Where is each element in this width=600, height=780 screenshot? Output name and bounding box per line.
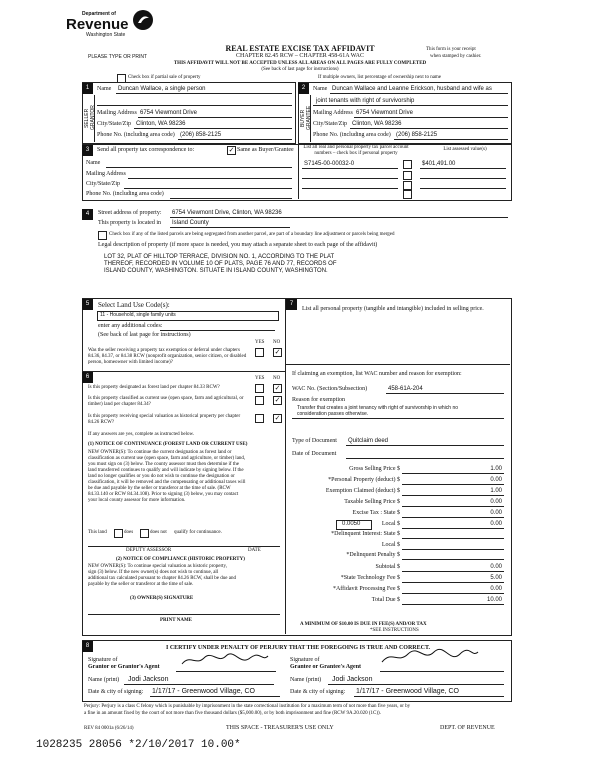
qualify-label: qualify for continuance.: [174, 530, 222, 535]
grantor-sig-label-1: Signature of: [88, 657, 118, 663]
grantor-sig-label-2: Grantor or Grantor's Agent: [88, 664, 160, 670]
does-checkbox[interactable]: [114, 529, 123, 538]
owner-signature-label: (3) OWNER(S) SIGNATURE: [130, 596, 194, 601]
buyer-side-label: BUYER GRANTEE: [300, 105, 312, 131]
fee-row-value[interactable]: 1.00: [490, 466, 502, 472]
notice1-line: classification, it will be removed and the compensating or additional taxes will: [88, 480, 246, 485]
does-label: does: [124, 530, 134, 535]
s6-if-yes: If any answers are yes, complete as instructed below.: [88, 432, 195, 437]
s6-q2-no[interactable]: ✓: [274, 396, 281, 404]
buyer-name-2[interactable]: joint tenants with right of survivorship: [316, 98, 415, 104]
street-label: Street address of property:: [98, 210, 162, 216]
notice2-title: (2) NOTICE OF COMPLIANCE (HISTORIC PROPERTY): [116, 557, 245, 562]
does-not-checkbox[interactable]: [140, 529, 149, 538]
grantee-signature[interactable]: [380, 648, 480, 666]
section-3-badge: 3: [82, 145, 93, 156]
seller-phone-label: Phone No. (including area code): [97, 132, 175, 138]
local-rate[interactable]: 0.0050: [342, 521, 361, 527]
same-as-buyer-label: Same as Buyer/Grantee: [237, 147, 294, 153]
s3-phone-label: Phone No. (including area code): [86, 191, 164, 197]
s3-mailing-label: Mailing Address: [86, 171, 126, 177]
notice1-line: be due and payable by the seller or transferor at the time of sale. (RCW: [88, 486, 231, 491]
legal-line-3[interactable]: ISLAND COUNTY, WASHINGTON. SITUATE IN ISLAND COUNTY, WASHINGTON.: [104, 268, 328, 274]
doc-date-label: Date of Document: [292, 451, 337, 457]
s6-no: NO: [273, 376, 281, 381]
doc-type-label: Type of Document: [292, 438, 337, 444]
parcel-checkbox-4[interactable]: [403, 190, 412, 199]
notice2-line: NEW OWNER(S): To continue special valuation as historic property,: [88, 564, 227, 569]
fee-row-value[interactable]: 0.00: [490, 521, 502, 527]
wac-label: WAC No. (Section/Subsection): [292, 386, 368, 392]
s6-yes: YES: [255, 376, 265, 381]
receipt-line2: when stamped by cashier.: [430, 54, 482, 59]
legal-label: Legal description of property (if more space is needed, you may attach a separate sheet to each page of the affidavit): [98, 242, 378, 248]
s6-q2: Is this property classified as current use (open space, farm and agricultural, or timber) land per chapter 84.34?: [88, 396, 244, 407]
land-use-value: 11 - Household, single family units: [100, 312, 176, 318]
see-back-header: (See back of last page for instructions): [261, 67, 339, 72]
s6-q3: Is this property receiving special valuation as historical property per chapter 84.26 RCW?: [88, 414, 241, 425]
s5-no: NO: [273, 340, 281, 345]
buyer-mailing[interactable]: 6754 Viewmont Drive: [356, 110, 413, 116]
seller-mailing[interactable]: 6754 Viewmont Drive: [140, 110, 197, 116]
fee-row-value[interactable]: 0.00: [490, 586, 502, 592]
s5-see-back: (See back of last page for instructions): [98, 332, 191, 338]
send-correspondence-label: Send all property tax correspondence to:: [97, 147, 195, 153]
fee-row-label: *Delinquent Penalty $: [346, 552, 400, 558]
this-land-label: This land: [88, 530, 107, 535]
section-5-badge: 5: [82, 299, 93, 310]
fee-row-label: Subtotal $: [375, 564, 400, 570]
fee-row-label: *State Technology Fee $: [340, 575, 400, 581]
notice1-line: NEW OWNER(S): To continue the current designation as forest land or: [88, 450, 232, 455]
notice1-line: land no longer qualifies or you do not wish to continue the designation or: [88, 474, 235, 479]
logo-mark-icon: [132, 9, 154, 31]
logo-dept-of: Department of: [82, 11, 116, 17]
partial-sale-label: Check box if partial sale of property: [128, 75, 201, 80]
s6-q1: Is this property designated as forest land per chapter 84.33 RCW?: [88, 385, 220, 390]
located-label: This property is located in: [98, 220, 161, 226]
s6-q3-no[interactable]: ✓: [274, 414, 281, 422]
personal-property-label: List all personal property (tangible and intangible) included in selling price.: [302, 306, 484, 312]
fee-row-label: *Affidavit Processing Fee $: [332, 586, 400, 592]
form-warning: THIS AFFIDAVIT WILL NOT BE ACCEPTED UNLESS ALL AREAS ON ALL PAGES ARE FULLY COMPLETED: [173, 61, 427, 66]
seller-side-label: SELLER GRANTOR: [84, 105, 96, 131]
grantee-date[interactable]: 1/17/17 - Greenwood Village, CO: [356, 688, 459, 695]
s5-no-checkbox[interactable]: ✓: [274, 348, 281, 356]
s6-q2-yes[interactable]: [255, 396, 264, 405]
buyer-phone[interactable]: (206) 858-2125: [396, 132, 438, 138]
s5-yes: YES: [255, 340, 265, 345]
notice1-line: classification as current use (open space, farm and agriculture, or timber) land,: [88, 456, 246, 461]
grantee-sig-label-1: Signature of: [290, 657, 320, 663]
buyer-name[interactable]: Duncan Wallace and Leanne Erickson, husband and wife as: [332, 86, 492, 92]
seller-name-label: Name: [97, 86, 112, 92]
s6-q1-no[interactable]: ✓: [274, 384, 281, 392]
notice1-line: 84.33.140 or RCW 84.34.108). Prior to signing (3) below, you may contact: [88, 492, 239, 497]
fee-row-label: *Delinquent Interest: State $: [331, 531, 400, 537]
assessed-value[interactable]: $401,491.00: [422, 161, 456, 167]
reason-line-2[interactable]: consideration passes otherwise.: [297, 411, 369, 417]
s6-q1-yes[interactable]: [255, 384, 264, 393]
perjury-line-2: a fine in an amount fixed by the court of not more than five thousand dollars ($5,000.00), or by both imprisonment and fine (RCW 9A.20.020 (1C)).: [84, 711, 381, 716]
reason-line-1[interactable]: Transfer that creates a joint tenancy with right of survivorship in which no: [297, 405, 459, 411]
additional-codes-label: enter any additional codes:: [98, 323, 163, 329]
grantee-name[interactable]: Jodi Jackson: [332, 676, 373, 683]
fee-row-value[interactable]: 10.00: [486, 597, 502, 603]
fee-row-label: Local $: [381, 542, 400, 548]
minimum-note: A MINIMUM OF $10.00 IS DUE IN FEE(S) AND/OR TAX: [300, 622, 427, 627]
fee-row-label: Taxable Selling Price $: [344, 499, 400, 505]
parcel-checkbox-1[interactable]: [403, 160, 412, 169]
parcel-header: List all real and personal property tax parcel account numbers – check box if personal property: [303, 145, 409, 156]
deputy-date: DATE: [248, 548, 261, 553]
notice2-line: payable by the seller or transferor at the time of sale.: [88, 582, 194, 587]
seller-name[interactable]: Duncan Wallace, a single person: [118, 86, 206, 92]
doc-type[interactable]: Quitclaim deed: [348, 438, 389, 444]
grantee-sig-label-2: Grantee or Grantee's Agent: [290, 664, 362, 670]
grantor-signature[interactable]: [180, 652, 270, 668]
wac-number[interactable]: 458-61A-204: [388, 386, 423, 392]
grantor-name-label: Name (print): [88, 677, 120, 683]
notice2-line: additional tax calculated pursuant to chapter 84.26 RCW, shall be due and: [88, 576, 236, 581]
fee-row-label: Excise Tax : State $: [352, 510, 400, 516]
does-not-label: does not: [150, 530, 167, 535]
fee-row-value[interactable]: 0.00: [490, 477, 502, 483]
deputy-assessor: DEPUTY ASSESSOR: [126, 548, 172, 553]
cashier-stamp: 1028235 28056 *2/10/2017 10.00*: [36, 739, 241, 751]
reason-label: Reason for exemption: [292, 397, 345, 403]
buyer-name-label: Name: [313, 86, 328, 92]
grantor-date-label: Date & city of signing:: [88, 689, 144, 695]
notice1-title: (1) NOTICE OF CONTINUANCE (FOREST LAND OR CURRENT USE): [88, 442, 248, 447]
same-as-buyer-checkbox[interactable]: ✓: [228, 146, 235, 154]
parcel-number[interactable]: S7145-00-00032-0: [304, 161, 355, 167]
notice1-body: [88, 450, 283, 504]
grantee-name-label: Name (print): [290, 677, 322, 683]
fee-row-label: Total Due $: [371, 597, 400, 603]
perjury-line-1: Perjury: Perjury is a class C felony which is punishable by imprisonment in the state correctional institution for a maximum term of not more than five years, or by: [84, 704, 411, 709]
form-subtitle: CHAPTER 82.45 RCW – CHAPTER 458-61A WAC: [236, 53, 364, 59]
buyer-city-label: City/State/Zip: [313, 121, 347, 127]
notice1-line: land transferred continues to qualify and will indicate by signing below. If the: [88, 468, 244, 473]
fee-row-label: Gross Selling Price $: [349, 466, 400, 472]
fee-row-value[interactable]: 0.00: [490, 510, 502, 516]
logo-revenue: Revenue: [66, 16, 129, 33]
s5-yes-checkbox[interactable]: [255, 348, 264, 357]
fee-row-label: Local $: [381, 521, 400, 527]
section-4-badge: 4: [82, 209, 93, 220]
notice1-line: your local county assessor for more information.: [88, 498, 186, 503]
form-title: REAL ESTATE EXCISE TAX AFFIDAVIT: [225, 44, 375, 53]
legal-line-1[interactable]: LOT 32, PLAT OF HILLTOP TERRACE, DIVISION NO. 1, ACCORDING TO THE PLAT: [104, 254, 335, 260]
seller-phone[interactable]: (206) 858-2125: [180, 132, 222, 138]
s5-question: Was the seller receiving a property tax exemption or deferral under chapters 84.36, 84.37, or 84.38 RCW (nonprofit organization, senior citizen, or disabled person, homeowner with limited income)?: [88, 348, 247, 365]
buyer-mailing-label: Mailing Address: [313, 110, 353, 116]
fee-row-label: *Personal Property (deduct) $: [328, 477, 400, 483]
buyer-city[interactable]: Clinton, WA 98236: [352, 121, 402, 127]
treasurer-space: THIS SPACE - TREASURER'S USE ONLY: [226, 725, 334, 731]
section-2-badge: 2: [298, 83, 309, 94]
claiming-label: If claiming an exemption, list WAC number and reason for exemption:: [292, 371, 462, 377]
grantor-date[interactable]: 1/17/17 - Greenwood Village, CO: [152, 688, 255, 695]
dor-logo: [60, 7, 170, 51]
fee-row-value[interactable]: 0.00: [490, 564, 502, 570]
rev-number: REV 84 0001a (6/26/14): [84, 726, 134, 731]
grantor-name[interactable]: Jodi Jackson: [128, 676, 169, 683]
fee-row-value[interactable]: 5.00: [490, 575, 502, 581]
street-address[interactable]: 6754 Viewmont Drive, Clinton, WA 98236: [172, 210, 282, 216]
type-or-print: PLEASE TYPE OR PRINT: [88, 54, 148, 60]
s3-city-label: City/State/Zip: [86, 181, 120, 187]
fee-row-label: Exemption Claimed (deduct) $: [325, 488, 400, 494]
dept-of-revenue: DEPT. OF REVENUE: [440, 725, 495, 731]
section-1-badge: 1: [82, 83, 93, 94]
assessed-header: List assessed value(s): [443, 147, 487, 152]
fee-row-value[interactable]: 0.00: [490, 499, 502, 505]
seller-mailing-label: Mailing Address: [97, 110, 137, 116]
land-use-label: Select Land Use Code(s):: [98, 301, 170, 309]
multiple-owners-note: If multiple owners, list percentage of ownership next to name: [318, 75, 442, 80]
buyer-phone-label: Phone No. (including area code): [313, 132, 391, 138]
seller-city[interactable]: Clinton, WA 98236: [136, 121, 186, 127]
section-6-badge: 6: [82, 372, 93, 383]
print-name-label: PRINT NAME: [160, 618, 192, 623]
logo-washington-state: Washington State: [86, 32, 126, 38]
section-8-badge: 8: [82, 641, 93, 652]
section-7-badge: 7: [286, 299, 297, 310]
located-county[interactable]: Island County: [172, 220, 209, 226]
legal-line-2[interactable]: THEREOF, RECORDED IN VOLUME 10 OF PLATS, PAGE 76 AND 77, RECORDS OF: [104, 261, 337, 267]
notice2-body: [88, 564, 283, 588]
seller-city-label: City/State/Zip: [97, 121, 131, 127]
grantee-date-label: Date & city of signing:: [290, 689, 346, 695]
segregated-checkbox[interactable]: [98, 231, 107, 240]
s3-name-label: Name: [86, 160, 101, 166]
segregated-label: Check box if any of the listed parcels are being segregated from another parcel, are part of a boundary line adjustment or parcels being merged: [109, 232, 395, 237]
see-instructions: *SEE INSTRUCTIONS: [370, 628, 419, 633]
fee-row-value[interactable]: 1.00: [490, 488, 502, 494]
notice1-line: you must sign on (3) below. The county assessor must then determine if the: [88, 462, 239, 467]
certify-statement: I CERTIFY UNDER PENALTY OF PERJURY THAT THE FOREGOING IS TRUE AND CORRECT.: [166, 645, 431, 651]
parcel-checkbox-2[interactable]: [403, 171, 412, 180]
notice2-line: sign (3) below. If the new owner(s) does not wish to continue, all: [88, 570, 219, 575]
parcel-checkbox-3[interactable]: [403, 181, 412, 190]
s6-q3-yes[interactable]: [255, 414, 264, 423]
receipt-line1: This form is your receipt: [426, 47, 476, 52]
